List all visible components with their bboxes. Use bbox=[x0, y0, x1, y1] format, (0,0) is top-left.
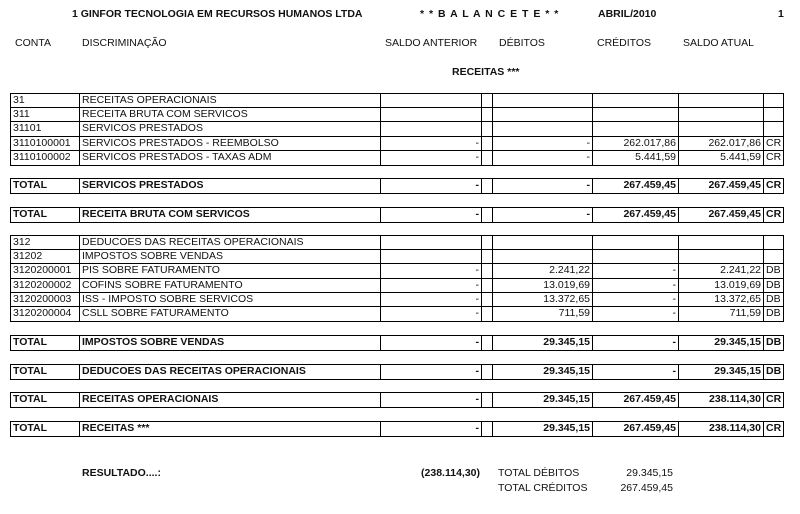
table-row bbox=[10, 263, 784, 278]
cell-conta: TOTAL bbox=[10, 208, 79, 222]
cell-desc: SERVICOS PRESTADOS - TAXAS ADM bbox=[79, 151, 380, 165]
cell-dc: CR bbox=[763, 208, 784, 222]
cell-conta: 31202 bbox=[10, 250, 79, 264]
cell-dc: DB bbox=[763, 264, 784, 278]
cell-sat: 238.114,30 bbox=[678, 393, 763, 407]
cell-sant: - bbox=[380, 393, 481, 407]
cell-desc: IMPOSTOS SOBRE VENDAS bbox=[79, 336, 380, 350]
column-header-creditos: CRÉDITOS bbox=[597, 37, 652, 49]
column-header-conta: CONTA bbox=[15, 37, 51, 49]
cell-sp1 bbox=[481, 279, 492, 293]
cell-dc: DB bbox=[763, 307, 784, 321]
cell-sat bbox=[678, 94, 763, 108]
cell-cred: - bbox=[592, 264, 678, 278]
cell-cred: 262.017,86 bbox=[592, 137, 678, 151]
cell-desc: RECEITAS OPERACIONAIS bbox=[79, 393, 380, 407]
cell-deb bbox=[492, 94, 592, 108]
cell-sp1 bbox=[481, 137, 492, 151]
cell-cred: - bbox=[592, 279, 678, 293]
cell-dc bbox=[763, 122, 784, 136]
cell-dc: CR bbox=[763, 393, 784, 407]
cell-sp1 bbox=[481, 122, 492, 136]
total-row bbox=[10, 335, 784, 351]
cell-sant bbox=[380, 94, 481, 108]
cell-sant: - bbox=[380, 422, 481, 436]
cell-sat: 29.345,15 bbox=[678, 336, 763, 350]
cell-sat bbox=[678, 250, 763, 264]
cell-deb: - bbox=[492, 137, 592, 151]
cell-conta: 311 bbox=[10, 108, 79, 122]
total-row bbox=[10, 421, 784, 437]
resultado-value: (238.114,30) bbox=[421, 467, 480, 479]
total-creditos-label: TOTAL CRÉDITOS bbox=[498, 482, 588, 494]
cell-sant: - bbox=[380, 336, 481, 350]
cell-cred: - bbox=[592, 293, 678, 307]
cell-desc: RECEITA BRUTA COM SERVICOS bbox=[79, 108, 380, 122]
cell-conta: 3120200001 bbox=[10, 264, 79, 278]
table-row bbox=[10, 235, 784, 250]
total-debitos-label: TOTAL DÉBITOS bbox=[498, 467, 580, 479]
cell-dc bbox=[763, 250, 784, 264]
cell-desc: RECEITA BRUTA COM SERVICOS bbox=[79, 208, 380, 222]
cell-cred bbox=[592, 122, 678, 136]
page-number: 1 bbox=[778, 8, 784, 20]
cell-cred bbox=[592, 236, 678, 250]
cell-deb: 29.345,15 bbox=[492, 336, 592, 350]
cell-conta: 3110100002 bbox=[10, 151, 79, 165]
cell-dc: CR bbox=[763, 137, 784, 151]
cell-desc: DEDUCOES DAS RECEITAS OPERACIONAIS bbox=[79, 236, 380, 250]
total-creditos-value: 267.459,45 bbox=[620, 482, 673, 494]
cell-sp1 bbox=[481, 422, 492, 436]
cell-dc: CR bbox=[763, 151, 784, 165]
cell-dc bbox=[763, 94, 784, 108]
cell-dc: DB bbox=[763, 279, 784, 293]
cell-sant: - bbox=[380, 264, 481, 278]
cell-desc: RECEITAS OPERACIONAIS bbox=[79, 94, 380, 108]
cell-cred bbox=[592, 250, 678, 264]
cell-conta: 3120200002 bbox=[10, 279, 79, 293]
cell-cred bbox=[592, 94, 678, 108]
cell-sp1 bbox=[481, 108, 492, 122]
table-row bbox=[10, 292, 784, 307]
cell-deb: 13.019,69 bbox=[492, 279, 592, 293]
table-row bbox=[10, 121, 784, 136]
cell-sant: - bbox=[380, 307, 481, 321]
total-row bbox=[10, 178, 784, 194]
cell-sat: 13.372,65 bbox=[678, 293, 763, 307]
cell-conta: TOTAL bbox=[10, 393, 79, 407]
cell-conta: TOTAL bbox=[10, 179, 79, 193]
cell-sat bbox=[678, 122, 763, 136]
cell-sant: - bbox=[380, 279, 481, 293]
cell-dc: DB bbox=[763, 293, 784, 307]
cell-deb: - bbox=[492, 208, 592, 222]
cell-sat: 711,59 bbox=[678, 307, 763, 321]
cell-sant bbox=[380, 250, 481, 264]
cell-sat: 238.114,30 bbox=[678, 422, 763, 436]
table-row bbox=[10, 249, 784, 264]
cell-dc bbox=[763, 236, 784, 250]
section-title: RECEITAS *** bbox=[452, 66, 520, 78]
cell-deb: 29.345,15 bbox=[492, 365, 592, 379]
cell-conta: 3120200003 bbox=[10, 293, 79, 307]
cell-desc: CSLL SOBRE FATURAMENTO bbox=[79, 307, 380, 321]
cell-deb bbox=[492, 236, 592, 250]
cell-conta: 31 bbox=[10, 94, 79, 108]
cell-sp1 bbox=[481, 393, 492, 407]
cell-conta: TOTAL bbox=[10, 422, 79, 436]
cell-sant: - bbox=[380, 151, 481, 165]
cell-sat: 262.017,86 bbox=[678, 137, 763, 151]
cell-sp1 bbox=[481, 94, 492, 108]
total-row bbox=[10, 207, 784, 223]
cell-sant bbox=[380, 108, 481, 122]
cell-cred: 267.459,45 bbox=[592, 393, 678, 407]
cell-deb: 29.345,15 bbox=[492, 393, 592, 407]
table-row bbox=[10, 107, 784, 122]
cell-sant: - bbox=[380, 179, 481, 193]
cell-cred: 267.459,45 bbox=[592, 179, 678, 193]
column-header-debitos: DÉBITOS bbox=[499, 37, 545, 49]
resultado-label: RESULTADO....: bbox=[82, 467, 161, 479]
report-period: ABRIL/2010 bbox=[598, 8, 657, 20]
cell-sat bbox=[678, 236, 763, 250]
report-title: * * B A L A N C E T E * * bbox=[420, 8, 560, 20]
cell-sant bbox=[380, 122, 481, 136]
column-header-discriminacao: DISCRIMINAÇÃO bbox=[82, 37, 167, 49]
cell-sp1 bbox=[481, 179, 492, 193]
cell-dc: DB bbox=[763, 365, 784, 379]
cell-sp1 bbox=[481, 293, 492, 307]
cell-dc bbox=[763, 108, 784, 122]
cell-deb: - bbox=[492, 151, 592, 165]
cell-sp1 bbox=[481, 307, 492, 321]
cell-sant: - bbox=[380, 208, 481, 222]
cell-cred: - bbox=[592, 307, 678, 321]
column-header-saldo-anterior: SALDO ANTERIOR bbox=[385, 37, 478, 49]
cell-deb bbox=[492, 108, 592, 122]
cell-conta: TOTAL bbox=[10, 365, 79, 379]
table-row bbox=[10, 93, 784, 108]
cell-sant: - bbox=[380, 137, 481, 151]
cell-desc: SERVICOS PRESTADOS bbox=[79, 122, 380, 136]
cell-conta: TOTAL bbox=[10, 336, 79, 350]
cell-dc: CR bbox=[763, 179, 784, 193]
cell-sp1 bbox=[481, 208, 492, 222]
cell-sant: - bbox=[380, 365, 481, 379]
cell-sat: 5.441,59 bbox=[678, 151, 763, 165]
cell-sat: 13.019,69 bbox=[678, 279, 763, 293]
cell-sant bbox=[380, 236, 481, 250]
cell-cred: 267.459,45 bbox=[592, 422, 678, 436]
cell-desc: ISS - IMPOSTO SOBRE SERVICOS bbox=[79, 293, 380, 307]
cell-desc: RECEITAS *** bbox=[79, 422, 380, 436]
table-row bbox=[10, 150, 784, 166]
cell-desc: COFINS SOBRE FATURAMENTO bbox=[79, 279, 380, 293]
cell-sp1 bbox=[481, 264, 492, 278]
cell-sp1 bbox=[481, 365, 492, 379]
cell-cred: - bbox=[592, 365, 678, 379]
cell-desc: SERVICOS PRESTADOS bbox=[79, 179, 380, 193]
total-row bbox=[10, 364, 784, 380]
cell-sant: - bbox=[380, 293, 481, 307]
cell-sp1 bbox=[481, 336, 492, 350]
cell-cred bbox=[592, 108, 678, 122]
cell-conta: 3110100001 bbox=[10, 137, 79, 151]
cell-sat: 29.345,15 bbox=[678, 365, 763, 379]
cell-desc: SERVICOS PRESTADOS - REEMBOLSO bbox=[79, 137, 380, 151]
cell-conta: 312 bbox=[10, 236, 79, 250]
cell-cred: 267.459,45 bbox=[592, 208, 678, 222]
cell-sat: 2.241,22 bbox=[678, 264, 763, 278]
table-row bbox=[10, 136, 784, 151]
cell-sp1 bbox=[481, 151, 492, 165]
cell-deb: 13.372,65 bbox=[492, 293, 592, 307]
cell-sp1 bbox=[481, 250, 492, 264]
table-row bbox=[10, 278, 784, 293]
cell-conta: 3120200004 bbox=[10, 307, 79, 321]
cell-deb bbox=[492, 122, 592, 136]
cell-desc: DEDUCOES DAS RECEITAS OPERACIONAIS bbox=[79, 365, 380, 379]
table-row bbox=[10, 306, 784, 322]
cell-desc: PIS SOBRE FATURAMENTO bbox=[79, 264, 380, 278]
cell-sat bbox=[678, 108, 763, 122]
cell-deb: 2.241,22 bbox=[492, 264, 592, 278]
cell-deb: - bbox=[492, 179, 592, 193]
cell-conta: 31101 bbox=[10, 122, 79, 136]
cell-deb: 711,59 bbox=[492, 307, 592, 321]
cell-sat: 267.459,45 bbox=[678, 208, 763, 222]
total-row bbox=[10, 392, 784, 408]
cell-deb bbox=[492, 250, 592, 264]
total-debitos-value: 29.345,15 bbox=[626, 467, 673, 479]
cell-cred: 5.441,59 bbox=[592, 151, 678, 165]
cell-dc: DB bbox=[763, 336, 784, 350]
cell-dc: CR bbox=[763, 422, 784, 436]
column-header-saldo-atual: SALDO ATUAL bbox=[683, 37, 754, 49]
cell-sat: 267.459,45 bbox=[678, 179, 763, 193]
cell-deb: 29.345,15 bbox=[492, 422, 592, 436]
cell-cred: - bbox=[592, 336, 678, 350]
cell-sp1 bbox=[481, 236, 492, 250]
cell-desc: IMPOSTOS SOBRE VENDAS bbox=[79, 250, 380, 264]
company-name: 1 GINFOR TECNOLOGIA EM RECURSOS HUMANOS LTDA bbox=[72, 8, 363, 20]
